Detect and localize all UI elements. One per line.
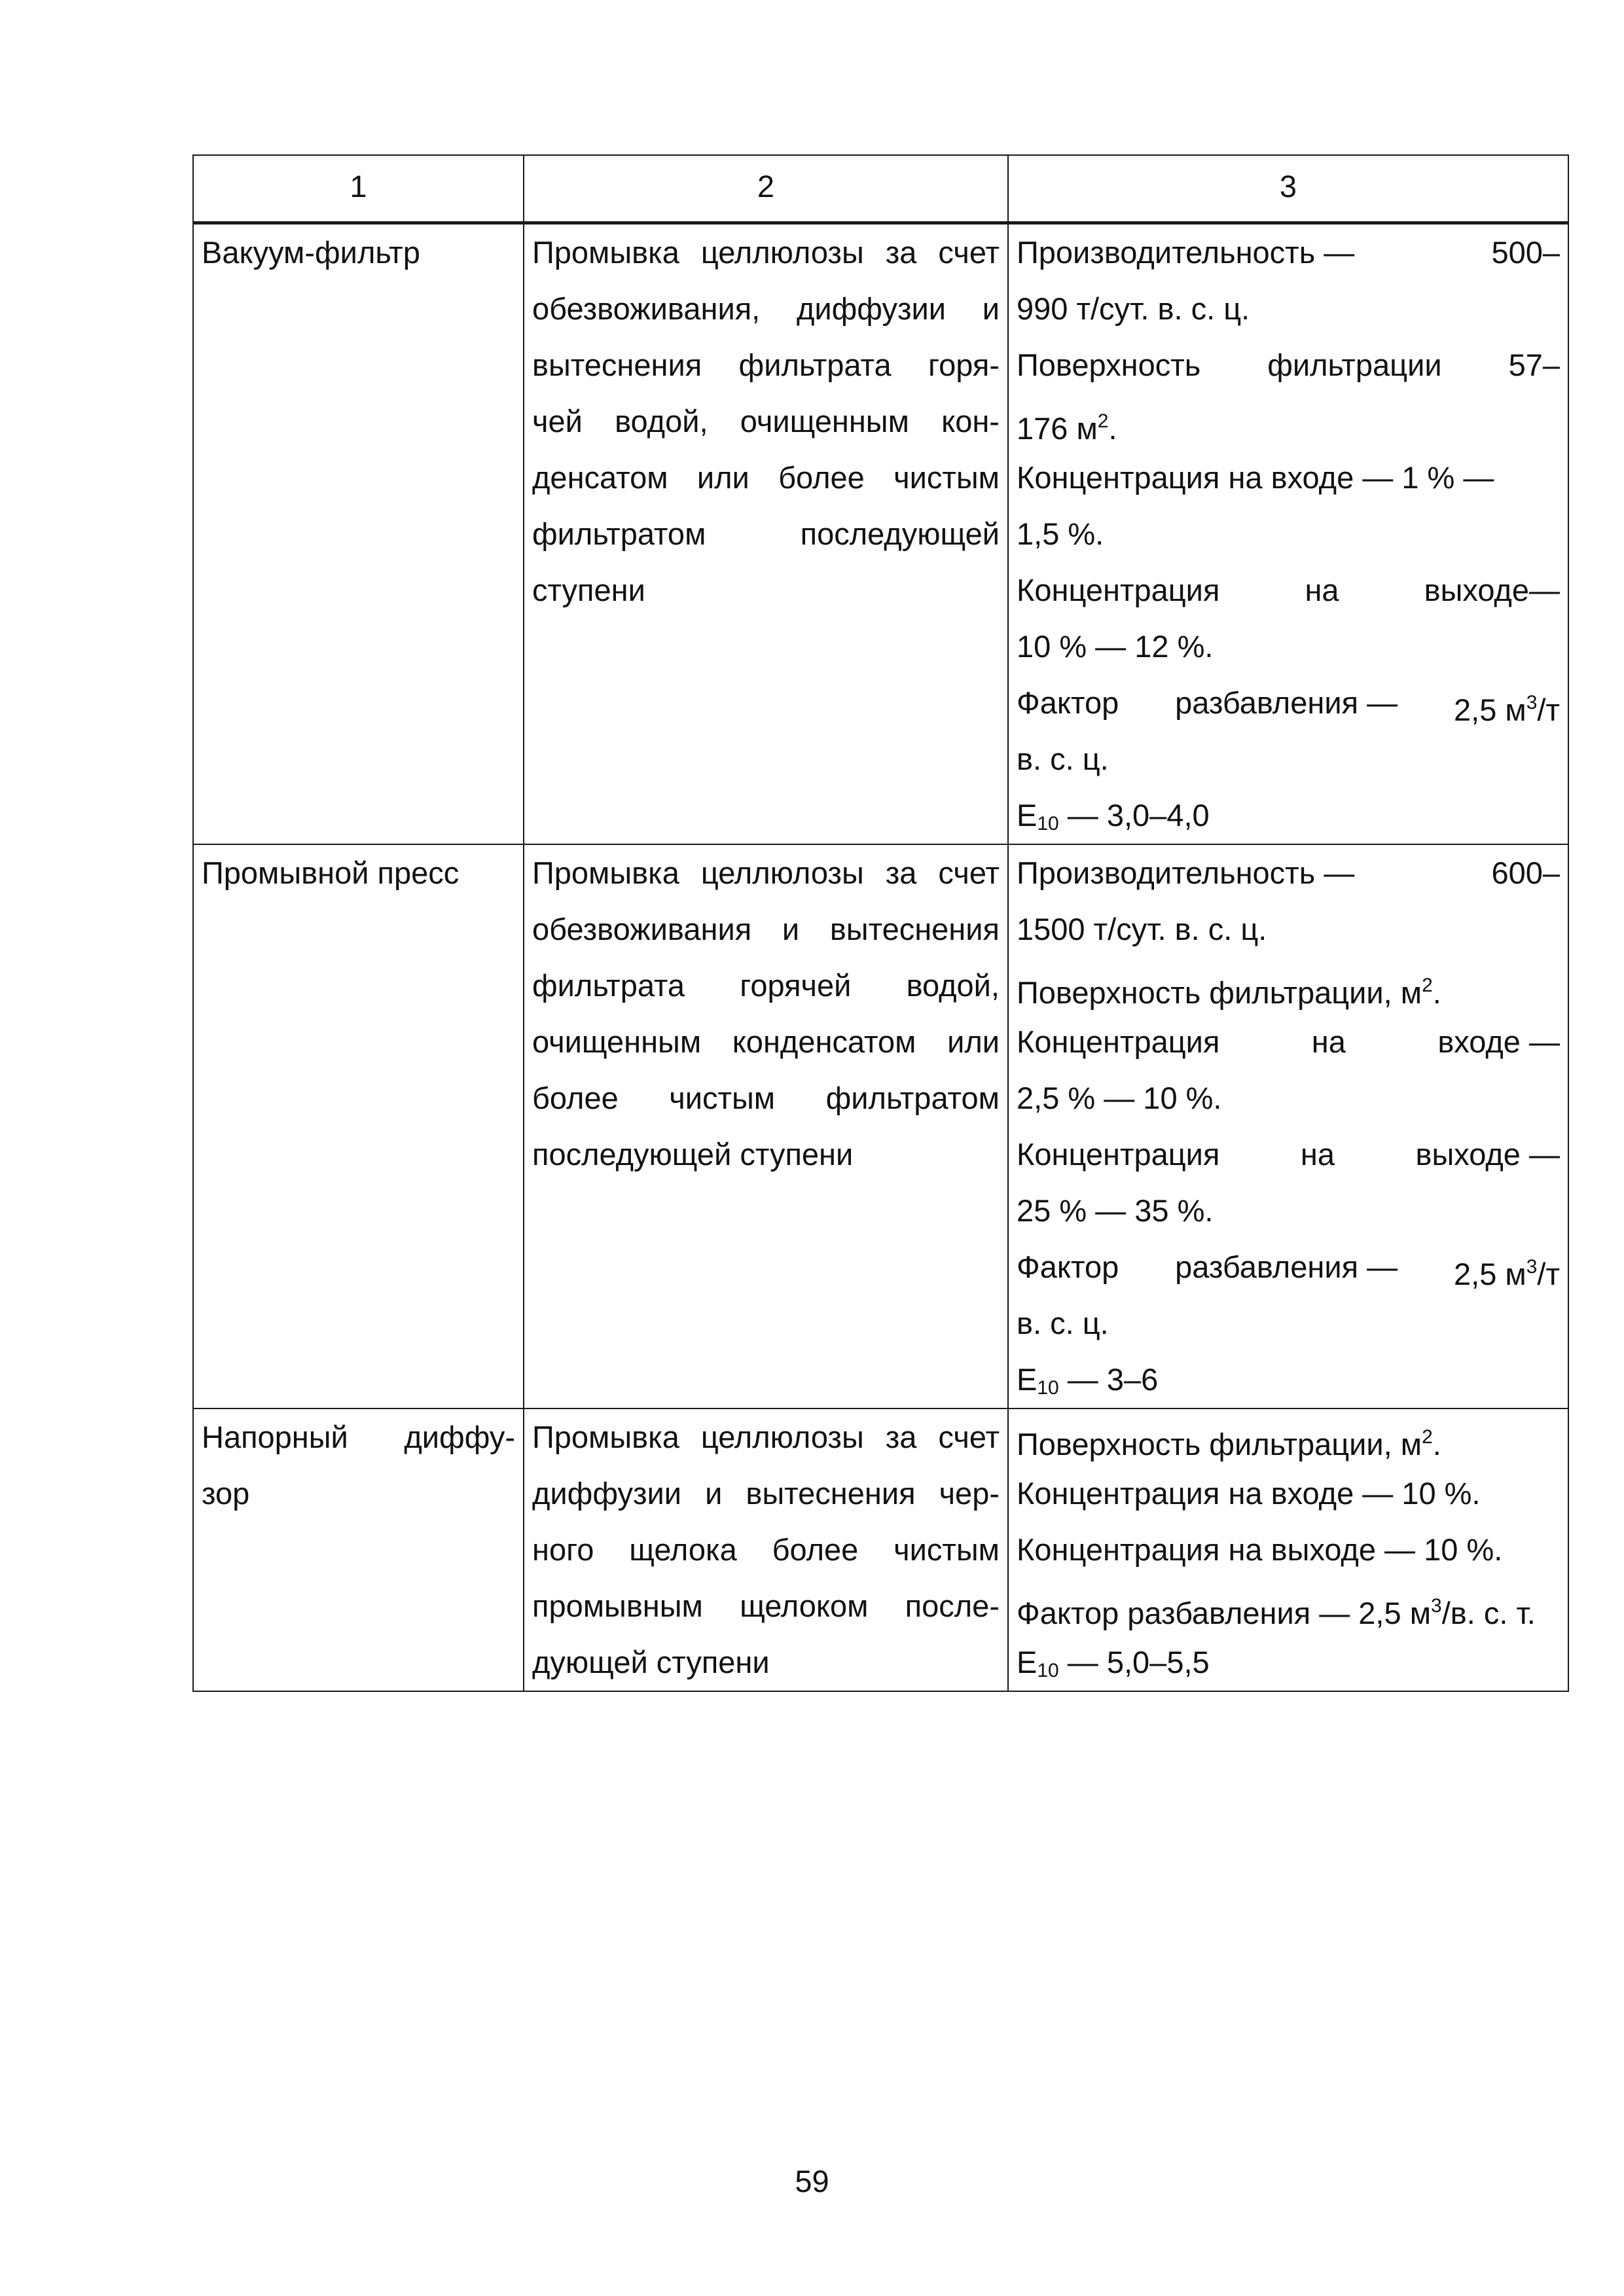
cell-word: конденсатом (732, 1024, 916, 1059)
cell-text: Вакуум-фильтр (202, 235, 420, 270)
cell-word: горячей (740, 968, 852, 1003)
cell-word: 990 т/сут. в. с. ц. (1017, 291, 1250, 326)
process-description-cell (524, 1408, 1008, 1691)
cell-word: водой, (906, 968, 1000, 1003)
cell-word: Поверхность фильтрации, $м^2$. (1017, 975, 1441, 1010)
cell-word: счет (938, 1420, 1000, 1454)
cell-line (1017, 787, 1560, 844)
equipment-name-cell (193, 844, 524, 1408)
cell-word: Концентрация на входе — 1 % — (1017, 460, 1494, 495)
cell-word: вытеснения (746, 1476, 916, 1511)
cell-line (532, 1634, 1000, 1691)
process-description-cell (524, 844, 1008, 1408)
cell-word: счет (938, 855, 1000, 890)
cell-line (1017, 1126, 1560, 1183)
cell-line (532, 1126, 1000, 1183)
cell-word: выходе — (1415, 1137, 1560, 1172)
cell-word: в. с. ц. (1017, 1306, 1109, 1340)
cell-line (1017, 1634, 1560, 1691)
cell-word: 2,5 $м^3/т$ (1454, 692, 1560, 727)
cell-word: последующей ступени (532, 1137, 854, 1172)
cell-word: разбавления — (1175, 1249, 1398, 1284)
cell-word: 2,5 % — 10 %. (1017, 1081, 1222, 1115)
cell-word: диффузии (796, 291, 946, 326)
cell-word: более (772, 1532, 859, 1567)
cell-word: или (696, 460, 749, 495)
cell-word: Поверхность фильтрации, $м^2$. (1017, 1426, 1441, 1462)
cell-word: за (885, 855, 917, 890)
parameters-cell (1008, 1408, 1568, 1691)
cell-line (1017, 1183, 1560, 1239)
cell-word: очищенным (740, 404, 909, 439)
cell-word: зор (202, 1476, 250, 1511)
cell-word: вытеснения (829, 912, 1000, 946)
cell-line (532, 562, 1000, 619)
cell-line (532, 1409, 1000, 1465)
cell-word: целлюлозы (700, 855, 864, 890)
table-row (193, 844, 1568, 1408)
cell-word: на (1300, 1137, 1335, 1172)
cell-line (532, 1522, 1000, 1578)
cell-word: фильтратом (825, 1081, 1000, 1115)
equipment-name-cell (193, 1408, 524, 1691)
cell-line (532, 281, 1000, 337)
cell-text: Промывной пресс (202, 855, 460, 890)
cell-word: водой, (615, 404, 708, 439)
cell-word: выходе— (1424, 573, 1560, 607)
cell-line (202, 224, 515, 281)
cell-word: и (705, 1476, 723, 1511)
header-cell-2: 2 (524, 155, 1008, 223)
cell-line (1017, 1522, 1560, 1578)
cell-word: 1500 т/сут. в. с. ц. (1017, 912, 1267, 946)
cell-word: 500– (1491, 235, 1560, 270)
cell-line (1017, 1578, 1560, 1634)
cell-word: фильтрации (1267, 348, 1442, 382)
cell-word: промывным (532, 1588, 703, 1623)
cell-word: щелоком (740, 1588, 869, 1623)
cell-word: $E_{10}$ — 5,0–5,5 (1017, 1645, 1210, 1681)
cell-word: Напорный (202, 1420, 348, 1454)
cell-line (532, 450, 1000, 506)
cell-word: Фактор (1017, 1249, 1119, 1284)
cell-line (1017, 1295, 1560, 1352)
table-header-row (193, 155, 1568, 223)
cell-word: 2,5 $м^3/т$ (1454, 1256, 1560, 1291)
cell-line (1017, 1409, 1560, 1465)
cell-line (1017, 281, 1560, 337)
cell-word: 600– (1491, 855, 1560, 890)
cell-word: фильтрата (738, 348, 892, 382)
cell-line (1017, 958, 1560, 1014)
cell-word: более (532, 1081, 619, 1115)
cell-word: обезвоживания, (532, 291, 761, 326)
cell-line (532, 1070, 1000, 1126)
cell-word: ного (532, 1532, 594, 1567)
cell-word: диффу- (404, 1420, 515, 1454)
table-row (193, 1408, 1568, 1691)
cell-word: 1,5 %. (1017, 516, 1104, 551)
cell-word: Поверхность (1017, 348, 1201, 382)
cell-word: более (778, 460, 865, 495)
cell-line (1017, 506, 1560, 562)
cell-line (1017, 224, 1560, 281)
cell-word: Концентрация на входе — 10 %. (1017, 1476, 1481, 1511)
cell-line (202, 1465, 515, 1522)
parameters-cell (1008, 844, 1568, 1408)
cell-line (532, 224, 1000, 281)
cell-word: входе — (1437, 1024, 1560, 1059)
header-cell-1: 1 (193, 155, 524, 223)
cell-word: Промывка (532, 235, 679, 270)
cell-line (1017, 901, 1560, 958)
cell-line (532, 901, 1000, 958)
cell-line (1017, 450, 1560, 506)
cell-line (532, 393, 1000, 450)
cell-word: кон- (941, 404, 1000, 439)
cell-word: чистым (669, 1081, 776, 1115)
cell-word: и (782, 912, 800, 946)
cell-line (1017, 393, 1560, 450)
cell-line (532, 1465, 1000, 1522)
cell-word: на (1305, 573, 1339, 607)
cell-word: Производительность — (1017, 855, 1355, 890)
cell-word: Фактор (1017, 685, 1119, 720)
cell-word: после- (905, 1588, 1000, 1623)
equipment-name-cell (193, 223, 524, 845)
page-number: 59 (795, 2164, 829, 2198)
process-description-cell (524, 223, 1008, 845)
cell-word: обезвоживания (532, 912, 752, 946)
cell-word: вытеснения (532, 348, 702, 382)
cell-line (532, 337, 1000, 393)
cell-line (1017, 619, 1560, 675)
cell-word: Концентрация (1017, 1024, 1220, 1059)
cell-line (1017, 675, 1560, 731)
cell-line (202, 1409, 515, 1465)
table-row (193, 223, 1568, 845)
cell-word: фильтратом (532, 516, 706, 551)
cell-word: дующей ступени (532, 1645, 770, 1679)
cell-word: чей (532, 404, 583, 439)
cell-word: 176 $м^2$. (1017, 410, 1117, 446)
cell-line (532, 845, 1000, 901)
cell-word: денсатом (532, 460, 668, 495)
cell-word: в. с. ц. (1017, 742, 1109, 776)
cell-word: чистым (893, 460, 1000, 495)
cell-word: Промывка (532, 855, 679, 890)
cell-word: щелока (629, 1532, 737, 1567)
cell-word: и (982, 291, 1000, 326)
cell-word: или (947, 1024, 1000, 1059)
cell-line (1017, 845, 1560, 901)
cell-line (1017, 1465, 1560, 1522)
cell-line (532, 1014, 1000, 1070)
cell-line (532, 1578, 1000, 1634)
cell-word: за (885, 235, 917, 270)
header-cell-3: 3 (1008, 155, 1568, 223)
cell-word: $E_{10}$ — 3,0–4,0 (1017, 798, 1210, 834)
cell-line (1017, 337, 1560, 393)
cell-word: Производительность — (1017, 235, 1355, 270)
cell-line (1017, 1352, 1560, 1408)
cell-word: горя- (928, 348, 1000, 382)
cell-line (532, 958, 1000, 1014)
cell-line (1017, 1014, 1560, 1070)
cell-word: чер- (939, 1476, 1000, 1511)
cell-word: разбавления — (1175, 685, 1398, 720)
cell-word: 25 % — 35 %. (1017, 1193, 1214, 1228)
cell-word: на (1311, 1024, 1346, 1059)
cell-word: ступени (532, 573, 645, 607)
cell-word: целлюлозы (700, 1420, 864, 1454)
cell-word: очищенным (532, 1024, 702, 1059)
cell-word: Промывка (532, 1420, 679, 1454)
cell-word: чистым (893, 1532, 1000, 1567)
cell-word: 57– (1508, 348, 1560, 382)
parameters-cell (1008, 223, 1568, 845)
cell-word: последующей (800, 516, 1000, 551)
cell-word: $E_{10}$ — 3–6 (1017, 1362, 1159, 1399)
cell-line (532, 506, 1000, 562)
equipment-table (192, 154, 1569, 1692)
cell-line (1017, 1070, 1560, 1126)
cell-line (1017, 1239, 1560, 1295)
cell-word: Фактор разбавления — 2,5 $м^3/в$. с. т. (1017, 1595, 1536, 1630)
cell-word: фильтрата (532, 968, 685, 1003)
cell-word: Концентрация (1017, 573, 1220, 607)
cell-line (1017, 731, 1560, 787)
cell-word: диффузии (532, 1476, 682, 1511)
cell-word: счет (938, 235, 1000, 270)
cell-line (202, 845, 515, 901)
cell-word: за (885, 1420, 917, 1454)
cell-word: целлюлозы (700, 235, 864, 270)
cell-word: 10 % — 12 %. (1017, 629, 1214, 664)
cell-line (1017, 562, 1560, 619)
cell-word: Концентрация (1017, 1137, 1220, 1172)
cell-word: Концентрация на выходе — 10 %. (1017, 1532, 1503, 1567)
